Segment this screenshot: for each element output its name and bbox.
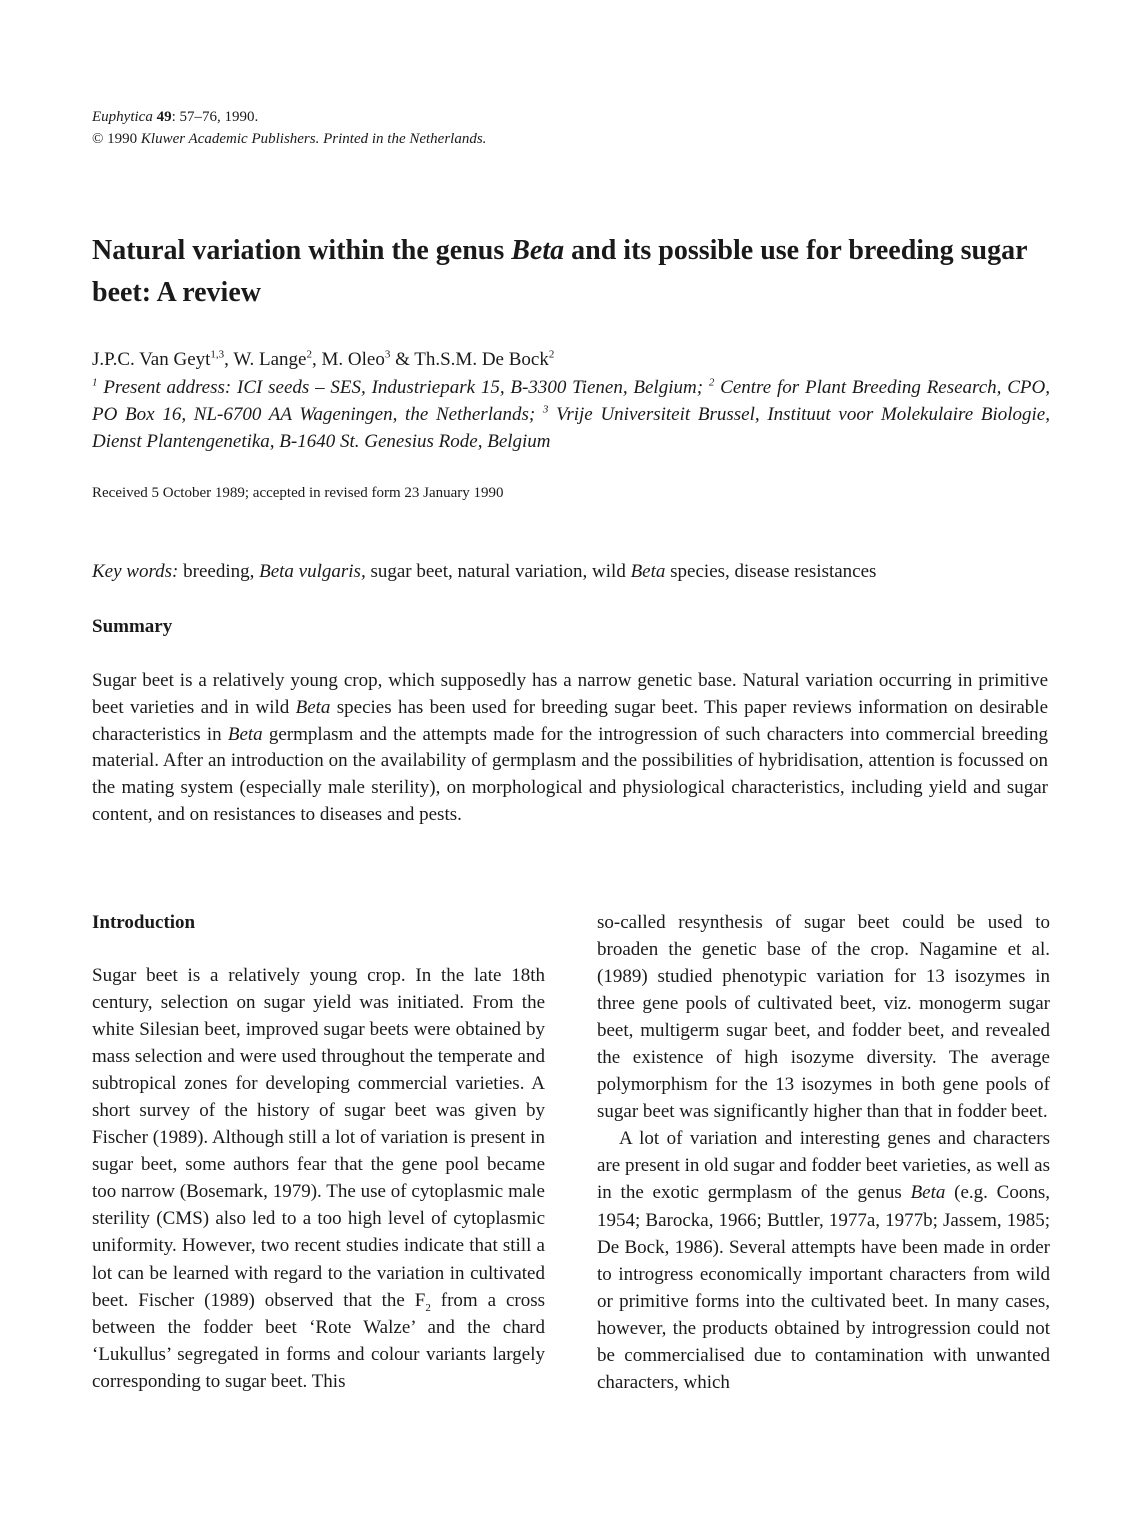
title-genus: Beta xyxy=(511,235,565,266)
affiliations xyxy=(92,374,1050,455)
keywords xyxy=(92,558,876,586)
subscript: 2 xyxy=(425,1301,431,1314)
keywords-label: Key words: xyxy=(92,561,179,582)
affil-mark: 2 xyxy=(708,376,715,389)
keyword-text: breeding, xyxy=(178,561,260,582)
author: , W. Lange xyxy=(224,349,307,370)
paragraph xyxy=(92,962,545,1395)
keyword-italic: Beta xyxy=(630,561,666,582)
author-affil-mark: 1,3 xyxy=(210,348,225,361)
citation-line xyxy=(92,106,486,128)
paragraph xyxy=(597,1125,1050,1395)
journal-pages-year: : 57–76, 1990. xyxy=(171,109,259,125)
publisher: Kluwer Academic Publishers. Printed in the Netherlands. xyxy=(140,131,487,147)
author-affil-mark: 3 xyxy=(384,348,391,361)
paragraph-text: A lot of variation and interesting genes and characters are present in old sugar and fodder beet varieties, as well as in the exotic germplasm of the genus xyxy=(597,1128,1050,1204)
paper-title xyxy=(92,230,1052,314)
author-affil-mark: 2 xyxy=(306,348,312,361)
paragraph-italic: Beta xyxy=(910,1182,946,1204)
summary-italic: Beta xyxy=(227,723,263,745)
affil-mark: 1 xyxy=(92,376,98,389)
paragraph-text: (e.g. Coons, 1954; Barocka, 1966; Buttler, 1977a, 1977b; Jassem, 1985; De Bock, 1986). Several attempts have been made in order to introgress economically important characters from wild or primitive forms into the cultivated beet. In many cases, however, the products obtained by introgression could not be commercialised due to contamination with unwanted characters, which xyxy=(597,1182,1050,1393)
summary-part: Sugar beet is a relatively young crop, which supposedly has a narrow genetic base. Natural variation occurring in primitive beet varieties and in wild xyxy=(92,670,1048,718)
affiliation: Present address: ICI seeds – SES, Industriepark 15, B-3300 Tienen, Belgium; xyxy=(97,377,709,398)
summary-part: germplasm and the attempts made for the introgression of such characters into commercial breeding material. After an introduction on the availability of germplasm and the possibilities of hybridisation, attention is focussed on the mating system (especially male sterility), on morphological and physiological characteristics, including yield and sugar content, and on resistances to diseases and pests. xyxy=(92,723,1048,825)
keyword-text: sugar beet, natural variation, wild xyxy=(365,561,631,582)
keyword-italic: Beta vulgaris, xyxy=(259,561,366,582)
copyright: © 1990 xyxy=(92,131,138,147)
summary-heading: Summary xyxy=(92,616,173,637)
author-affil-mark: 2 xyxy=(548,348,555,361)
title-part-1: Natural variation within the genus xyxy=(92,235,512,266)
body-column-left xyxy=(92,962,545,1395)
author: J.P.C. Van Geyt xyxy=(92,349,211,370)
affiliation: Vrije Universiteit Brussel, Instituut voor Molekulaire Biologie, Dienst Plantengenetika, B-1640 St. Genesius Rode, Belgium xyxy=(92,404,1050,452)
summary-text xyxy=(92,668,1048,829)
author: & Th.S.M. De Bock xyxy=(390,349,549,370)
received-dates: Received 5 October 1989; accepted in revised form 23 January 1990 xyxy=(92,485,504,501)
introduction-heading: Introduction xyxy=(92,912,196,933)
title-part-2: and its possible use for breeding sugar beet: A review xyxy=(92,235,1028,308)
summary-part: species has been used for breeding sugar beet. This paper reviews information on desirable characteristics in xyxy=(92,696,1048,745)
copyright-line xyxy=(92,128,486,150)
body-column-right xyxy=(597,909,1050,1396)
paragraph-text: from a cross between the fodder beet ‘Rote Walze’ and the chard ‘Lukullus’ segregated in forms and colour variants largely corresponding to sugar beet. This xyxy=(92,1289,546,1392)
paragraph-text: Sugar beet is a relatively young crop. In the late 18th century, selection on sugar yield was initiated. From the white Silesian beet, improved sugar beets were obtained by mass selection and were used throughout the temperate and subtropical zones for developing commercial varieties. A short survey of the history of sugar beet was given by Fischer (1989). Although still a lot of variation is present in sugar beet, some authors fear that the gene pool became too narrow (Bosemark, 1979). The use of cytoplasmic male sterility (CMS) also led to a too high level of cytoplasmic uniformity. However, two recent studies indicate that still a lot can be learned with regard to the variation in cultivated beet. Fischer (1989) observed that the F xyxy=(92,965,545,1311)
author-list xyxy=(92,346,554,373)
journal-citation xyxy=(92,106,486,150)
journal-volume: 49 xyxy=(156,109,172,125)
author: , M. Oleo xyxy=(312,349,385,370)
affil-mark: 3 xyxy=(542,403,549,416)
paragraph: so-called resynthesis of sugar beet could be used to broaden the genetic base of the crop. Nagamine et al. (1989) studied phenotypic variation for 13 isozymes in three gene pools of cultivated beet, viz. monogerm sugar beet, multigerm sugar beet, and fodder beet, and revealed the existence of high isozyme diversity. The average polymorphism for the 13 isozymes in both gene pools of sugar beet was significantly higher than that in fodder beet. xyxy=(597,912,1050,1123)
keyword-text: species, disease resistances xyxy=(665,561,877,582)
affiliation: Centre for Plant Breeding Research, CPO, PO Box 16, NL-6700 AA Wageningen, the Netherlands; xyxy=(92,377,1050,425)
summary-italic: Beta xyxy=(295,696,331,718)
journal-name: Euphytica xyxy=(92,109,153,125)
